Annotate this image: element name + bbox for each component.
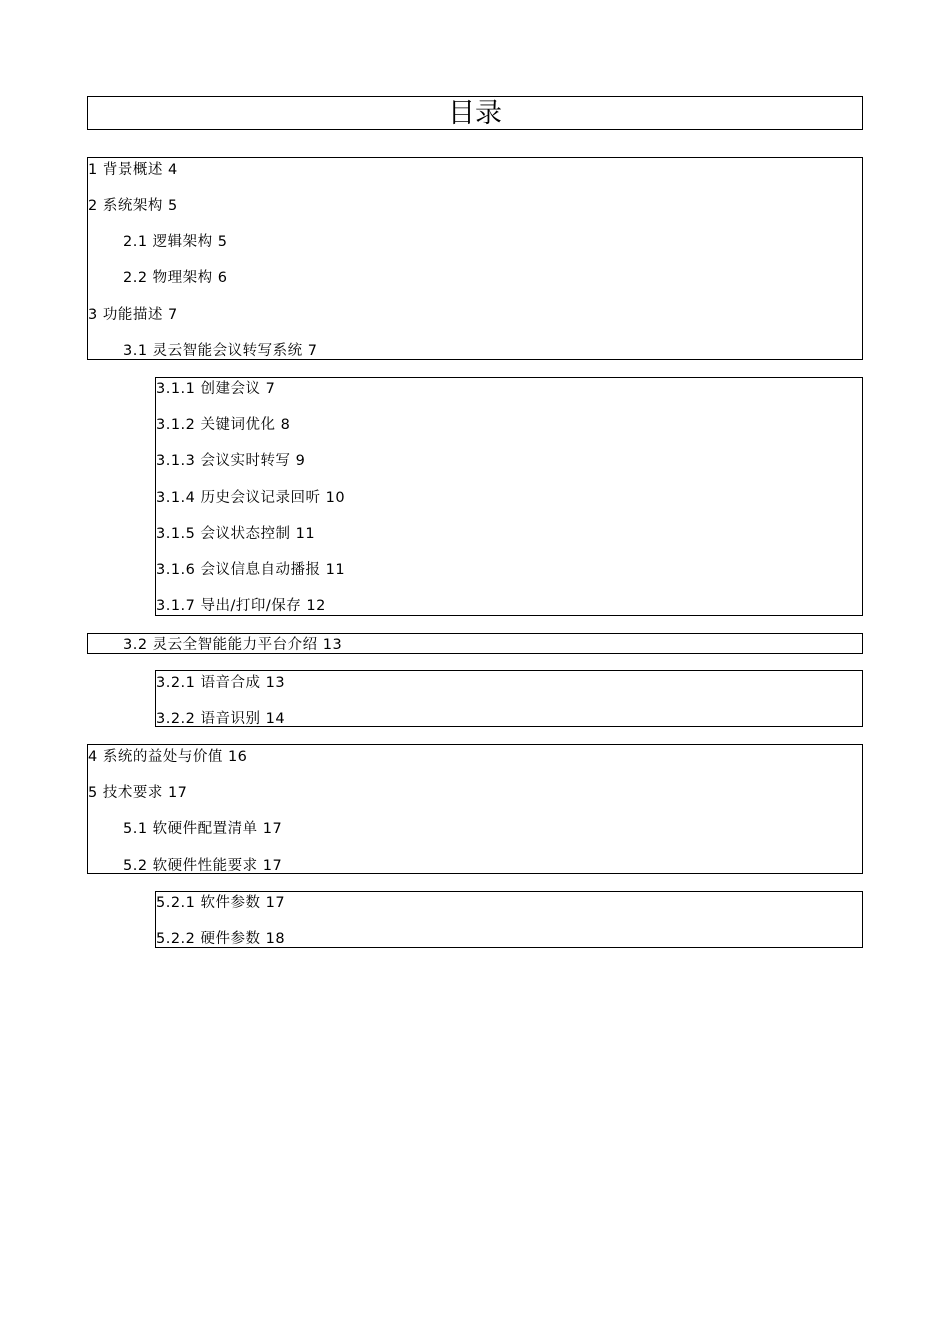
toc-entry-3-2[interactable]: 3.2 灵云全智能能力平台介绍 13 [123,637,343,653]
toc-entry-5[interactable]: 5 技术要求 17 [88,785,188,801]
toc-entry-2-2[interactable]: 2.2 物理架构 6 [123,270,228,286]
toc-entry-3-1-3[interactable]: 3.1.3 会议实时转写 9 [156,453,306,469]
toc-group-3-2-sub [155,670,863,727]
toc-entry-3-1-7[interactable]: 3.1.7 导出/打印/保存 12 [156,598,326,614]
toc-entry-5-1[interactable]: 5.1 软硬件配置清单 17 [123,821,283,837]
toc-entry-3-1-6[interactable]: 3.1.6 会议信息自动播报 11 [156,562,346,578]
page-title: 目录 [448,98,502,129]
toc-group-chapters-1-3 [87,157,863,360]
toc-entry-5-2-1[interactable]: 5.2.1 软件参数 17 [156,895,286,911]
toc-entry-3-1-4[interactable]: 3.1.4 历史会议记录回听 10 [156,490,346,506]
toc-title-box [87,96,863,130]
toc-entry-3-1-5[interactable]: 3.1.5 会议状态控制 11 [156,526,316,542]
toc-entry-4[interactable]: 4 系统的益处与价值 16 [88,749,248,765]
toc-group-5-2-sub [155,891,863,948]
toc-entry-3-1-2[interactable]: 3.1.2 关键词优化 8 [156,417,291,433]
toc-entry-5-2[interactable]: 5.2 软硬件性能要求 17 [123,858,283,874]
toc-entry-3-1[interactable]: 3.1 灵云智能会议转写系统 7 [123,343,318,359]
toc-entry-2-1[interactable]: 2.1 逻辑架构 5 [123,234,228,250]
toc-entry-3[interactable]: 3 功能描述 7 [88,307,178,323]
toc-group-3-2 [87,633,863,654]
toc-entry-3-1-1[interactable]: 3.1.1 创建会议 7 [156,381,276,397]
toc-entry-3-2-2[interactable]: 3.2.2 语音识别 14 [156,711,286,727]
toc-entry-2[interactable]: 2 系统架构 5 [88,198,178,214]
toc-entry-1[interactable]: 1 背景概述 4 [88,162,178,178]
toc-entry-3-2-1[interactable]: 3.2.1 语音合成 13 [156,675,286,691]
toc-group-chapters-4-5 [87,744,863,874]
toc-entry-5-2-2[interactable]: 5.2.2 硬件参数 18 [156,931,286,947]
toc-group-3-1-sub [155,377,863,616]
